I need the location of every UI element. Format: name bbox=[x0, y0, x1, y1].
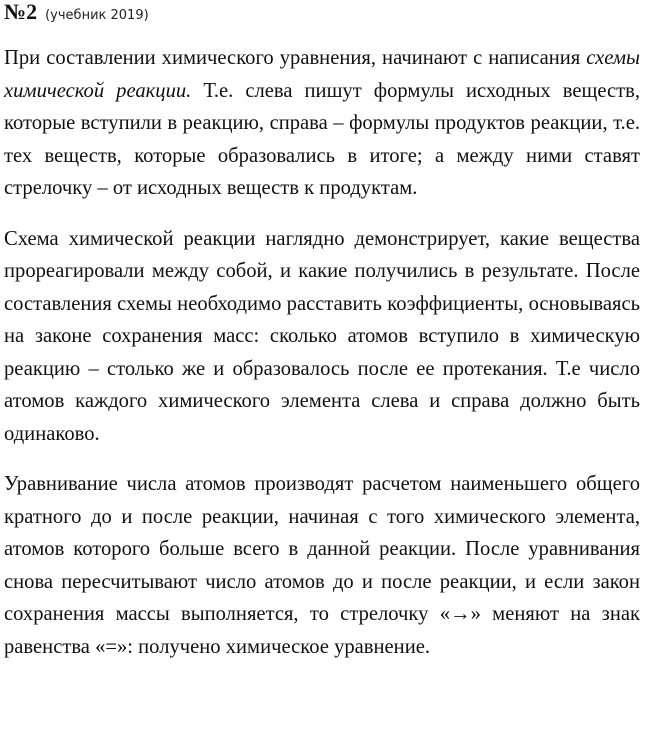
task-header bbox=[4, 0, 640, 26]
paragraph-2: Схема химической реакции наглядно демонстрирует, какие вещества прореагировали между собой, и какие получились в результате. После составления схемы необходимо расставить коэффициенты, основываясь на законе сохранения масс: сколько атомов вступило в химическую реакцию – столько же и образовалось после ее протекания. Т.е число атомов каждого химического элемента слева и справа должно быть одинаково. bbox=[4, 227, 640, 445]
paragraph-3: Уравнивание числа атомов производят расчетом наименьшего общего кратного до и после реакции, начиная с того химического элемента, атомов которого больше всего в данной реакции. После уравнивания снова пересчитывают число атомов до и после реакции, и если закон сохранения массы выполняется, то стрелочку «→» меняют на знак равенства «=»: получено химическое уравнение. bbox=[4, 473, 640, 658]
paragraph-1-text-start: При составлении химического уравнения, начинают с написания bbox=[4, 47, 587, 69]
paragraph-1-emphasis: схемы химической реакции. bbox=[4, 47, 640, 102]
task-source: (учебник 2019) bbox=[45, 8, 149, 23]
task-number: №2 bbox=[4, 0, 38, 24]
paragraph-1 bbox=[4, 42, 640, 205]
paragraph-1-text-end: Т.е. слева пишут формулы исходных веществ, которые вступили в реакцию, справа – формулы продуктов реакции, т.е. тех веществ, которые образовались в итоге; а между ними ставят стрелочку – от исходных веществ к продуктам. bbox=[4, 79, 641, 199]
document-page bbox=[4, 0, 640, 663]
